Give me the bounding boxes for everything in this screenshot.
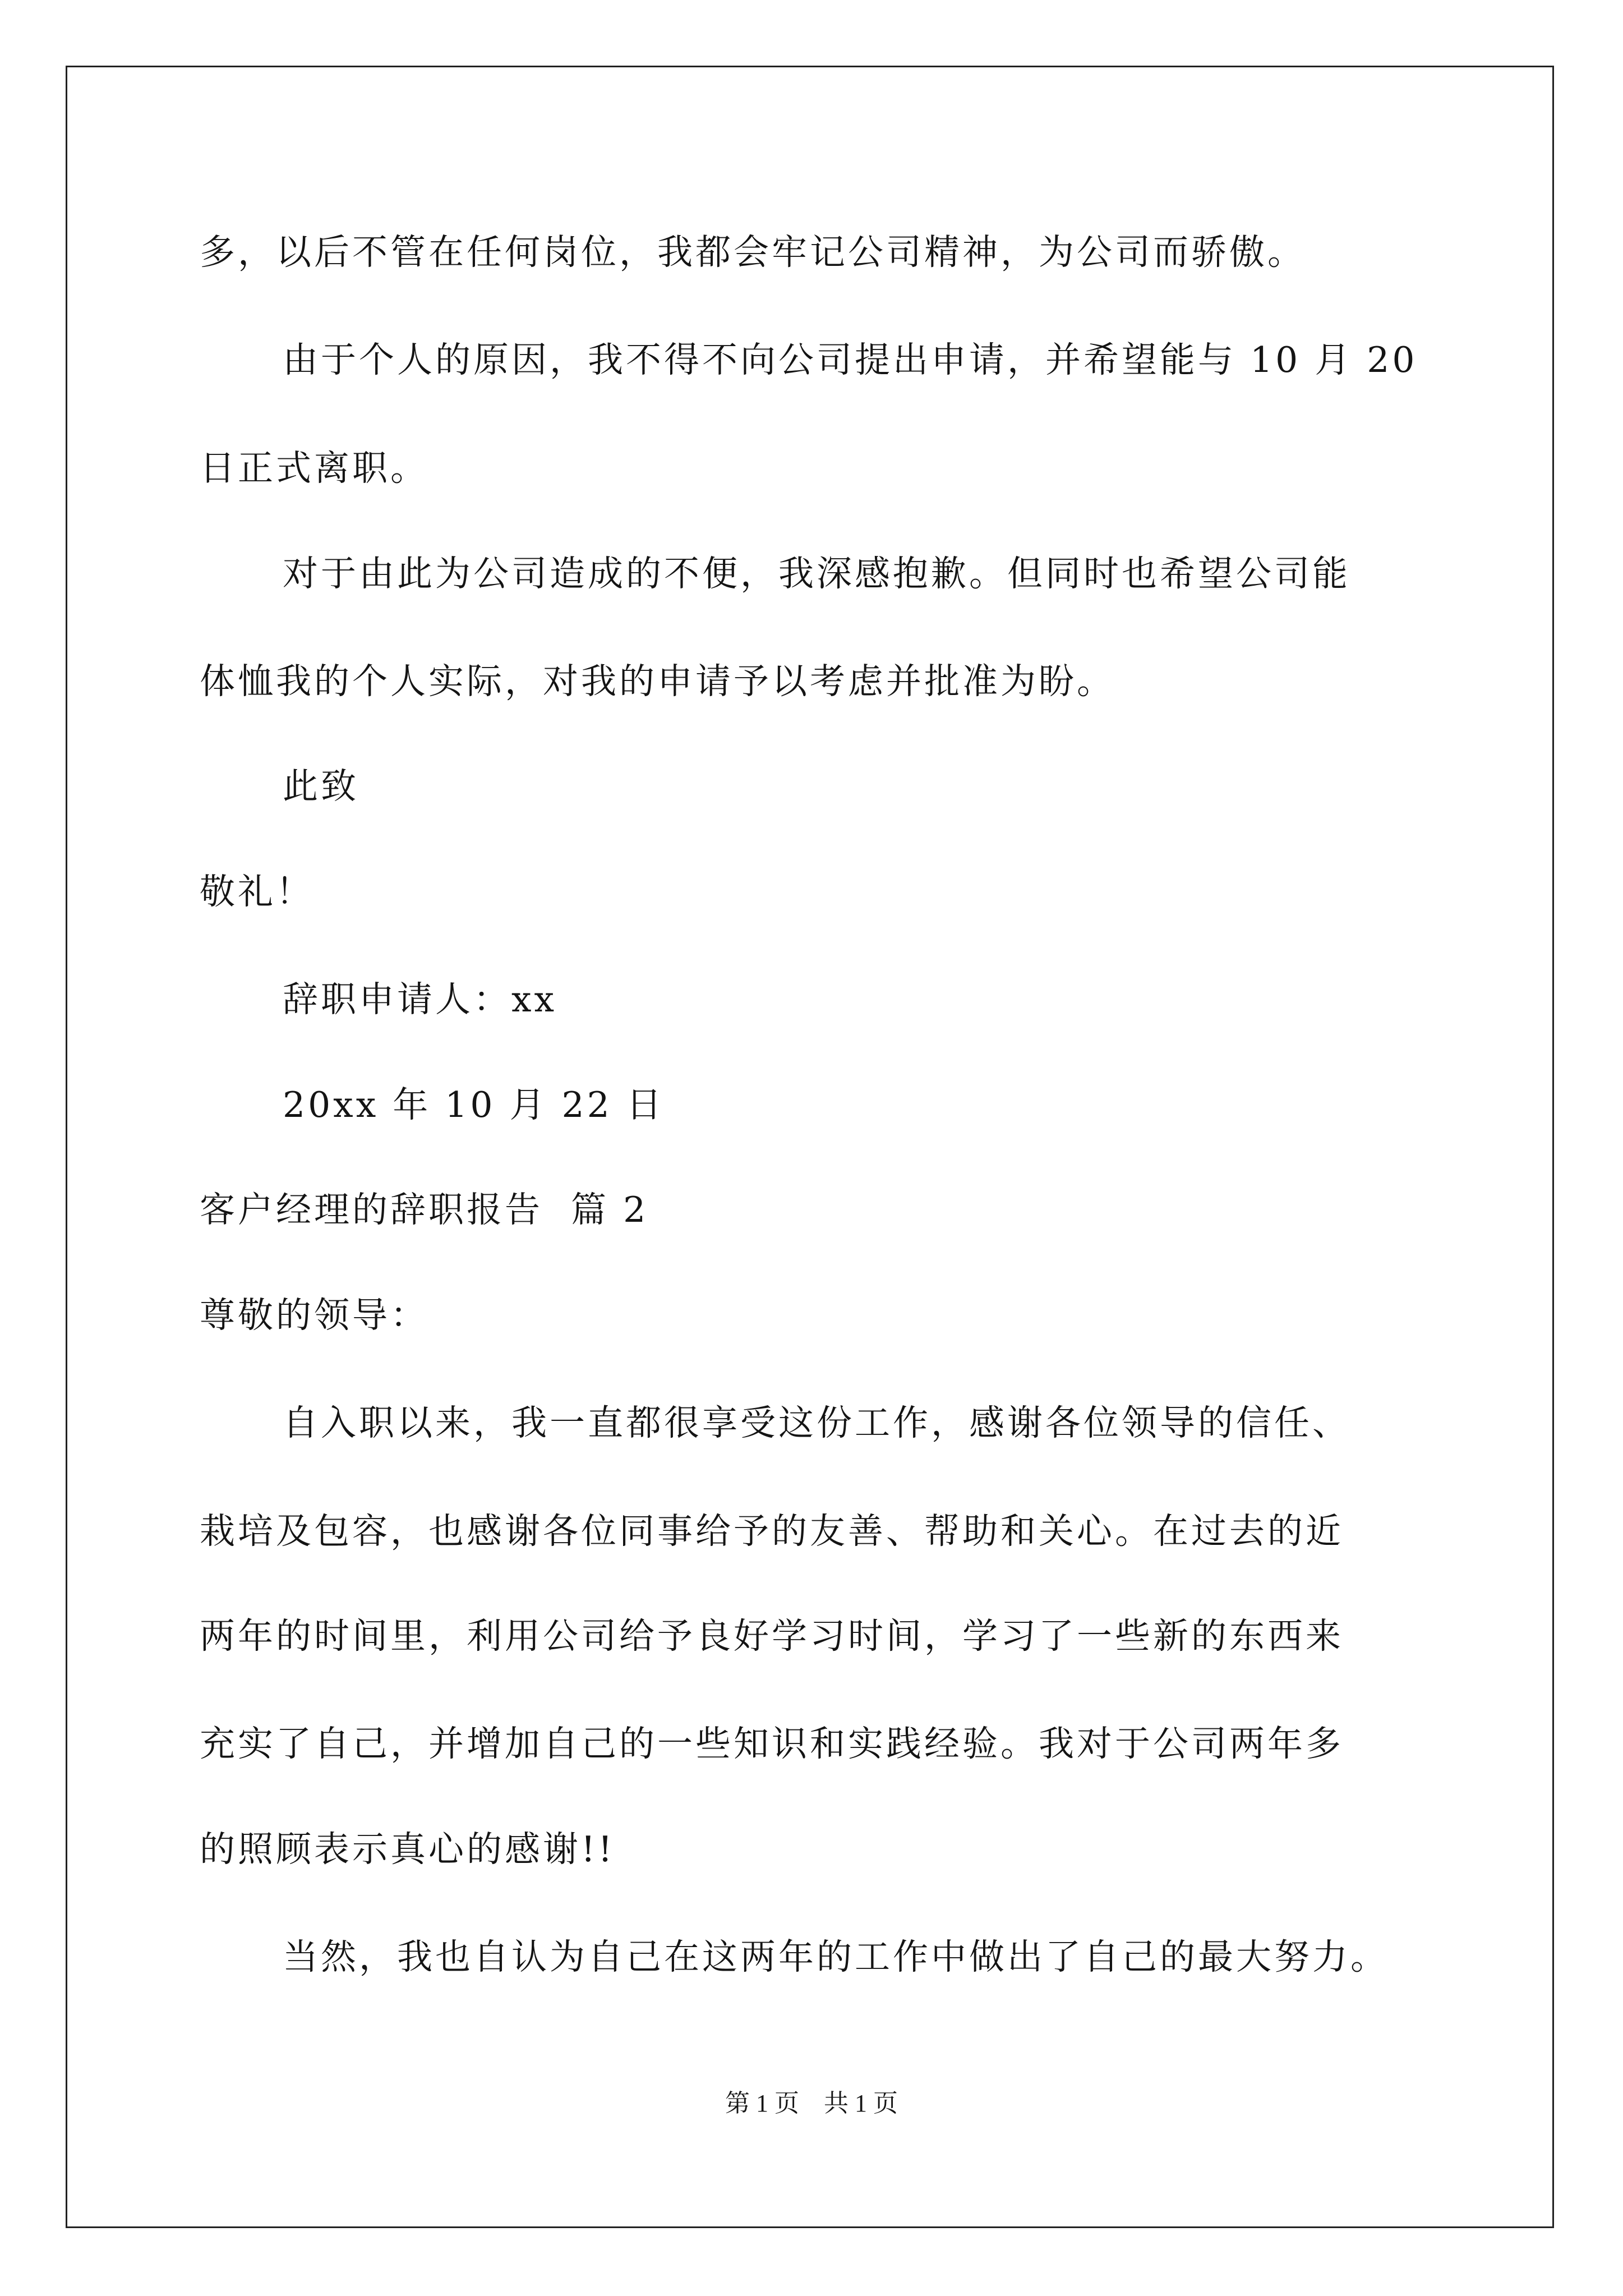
closing-regards: 敬礼！ (200, 871, 314, 912)
page-number-footer: 第 1 页 共 1 页 (725, 2090, 898, 2117)
closing-salutation: 此致 (283, 766, 359, 807)
body-line: 的照顾表示真心的感谢!! (200, 1829, 615, 1870)
body-line: 体恤我的个人实际，对我的申请予以考虑并批准为盼。 (200, 661, 1115, 702)
signature-name: 辞职申请人：xx (283, 979, 557, 1020)
body-line: 充实了自己，并增加自己的一些知识和实践经验。我对于公司两年多 (200, 1723, 1344, 1764)
body-line: 日正式离职。 (200, 448, 428, 489)
body-line: 栽培及包容，也感谢各位同事给予的友善、帮助和关心。在过去的近 (200, 1511, 1344, 1552)
body-line: 两年的时间里，利用公司给予良好学习时间，学习了一些新的东西来 (200, 1616, 1344, 1657)
section-heading: 客户经理的辞职报告 篇 2 (200, 1189, 649, 1230)
body-line: 对于由此为公司造成的不便，我深感抱歉。但同时也希望公司能 (283, 553, 1350, 594)
signature-date: 20xx 年 10 月 22 日 (283, 1084, 665, 1125)
greeting: 尊敬的领导： (200, 1295, 428, 1336)
body-line: 由于个人的原因，我不得不向公司提出申请，并希望能与 10 月 20 (283, 339, 1418, 380)
body-line: 多，以后不管在任何岗位，我都会牢记公司精神，为公司而骄傲。 (200, 232, 1306, 273)
page-border (66, 66, 1554, 2228)
body-line: 当然，我也自认为自己在这两年的工作中做出了自己的最大努力。 (283, 1936, 1389, 1977)
body-line: 自入职以来，我一直都很享受这份工作，感谢各位领导的信任、 (283, 1402, 1350, 1443)
